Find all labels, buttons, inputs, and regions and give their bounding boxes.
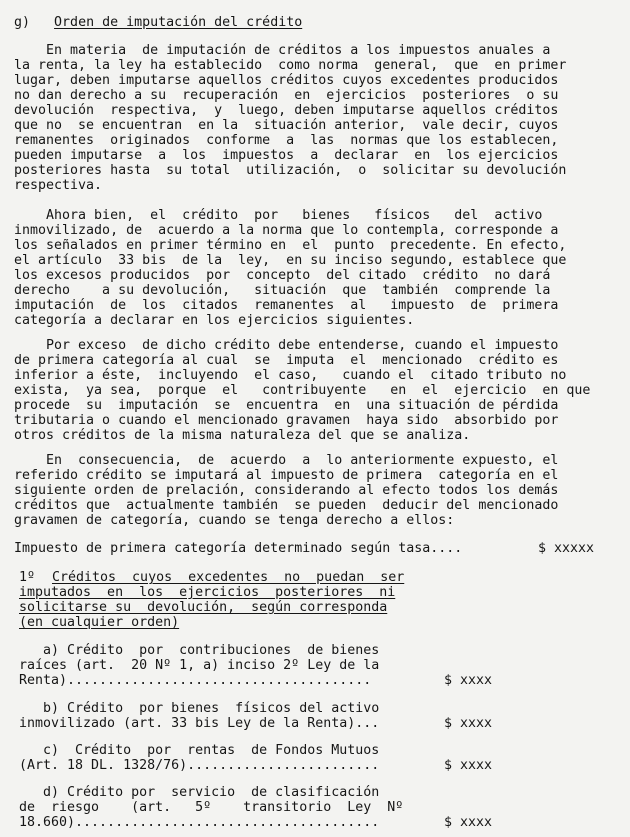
section1-title-line: imputados en los ejercicios posteriores ni	[19, 585, 396, 600]
credit-item-line: (Art. 18 DL. 1328/76)........................	[19, 758, 380, 773]
paragraph-line: derecho a su devolución, situación que también comprende la	[14, 283, 551, 298]
paragraph-line: la renta, la ley ha establecido como norma general, que en primer	[14, 58, 567, 73]
paragraph-line: En materia de imputación de créditos a los impuestos anuales a	[14, 43, 551, 58]
paragraph-line: lugar, deben imputarse aquellos créditos cuyos excedentes producidos	[14, 73, 559, 88]
paragraph-line: los excesos producidos por concepto del citado crédito no dará	[14, 268, 551, 283]
paragraph-line: pueden imputarse a los impuestos a declarar en los ejercicios	[14, 148, 559, 163]
credit-item-line: b) Crédito por bienes físicos del activo	[19, 701, 380, 716]
credit-item-amount: $ xxxx	[444, 758, 493, 773]
paragraph-line: respectiva.	[14, 178, 103, 193]
paragraph-line: que no se encuentran en la situación anterior, vale decir, cuyos	[14, 118, 559, 133]
paragraph-line: gravamen de categoría, cuando se tenga derecho a ellos:	[14, 513, 455, 528]
section-title: Orden de imputación del crédito	[54, 15, 303, 30]
total-line-amount: $ xxxxx	[538, 541, 595, 556]
paragraph-line: inferior a éste, incluyendo el caso, cuando el citado tributo no	[14, 368, 567, 383]
paragraph-line: imputación de los citados remanentes al impuesto de primera	[14, 298, 559, 313]
paragraph-line: Ahora bien, el crédito por bienes físicos del activo	[14, 208, 543, 223]
credit-item-amount: $ xxxx	[444, 815, 493, 830]
paragraph-line: el artículo 33 bis de la ley, en su inciso segundo, establece que	[14, 253, 567, 268]
paragraph-line: Por exceso de dicho crédito debe entenderse, cuando el impuesto	[14, 338, 559, 353]
credit-item-amount: $ xxxx	[444, 716, 493, 731]
credit-item-line: Renta)......................................	[19, 673, 372, 688]
credit-item-line: c) Crédito por rentas de Fondos Mutuos	[19, 743, 380, 758]
paragraph-line: remanentes originados conforme a las normas que los establecen,	[14, 133, 559, 148]
credit-item-line: raíces (art. 20 Nº 1, a) inciso 2º Ley de la	[19, 658, 380, 673]
section-letter: g)	[14, 15, 31, 30]
credit-item-line: d) Crédito por servicio de clasificación	[19, 785, 380, 800]
credit-item-line: 18.660)......................................	[19, 815, 380, 830]
total-line-label: Impuesto de primera categoría determinado según tasa....	[14, 541, 463, 556]
section1-title-line: solicitarse su devolución, según corresponda	[19, 600, 388, 615]
credit-item-line: inmovilizado (art. 33 bis Ley de la Renta)...	[19, 716, 380, 731]
section1-number: 1º	[19, 570, 36, 585]
paragraph-line: no dan derecho a su recuperación en ejercicios posteriores o su	[14, 88, 559, 103]
section1-title-line: (en cualquier orden)	[19, 615, 180, 630]
credit-item-line: a) Crédito por contribuciones de bienes	[19, 643, 380, 658]
section1-title-line: Créditos cuyos excedentes no puedan ser	[52, 570, 405, 585]
paragraph-line: de primera categoría al cual se imputa el mencionado crédito es	[14, 353, 559, 368]
credit-item-amount: $ xxxx	[444, 673, 493, 688]
paragraph-line: créditos que actualmente también se pueden deducir del mencionado	[14, 498, 559, 513]
credit-item-line: de riesgo (art. 5º transitorio Ley Nº	[19, 800, 404, 815]
paragraph-line: siguiente orden de prelación, considerando al efecto todos los demás	[14, 483, 559, 498]
paragraph-line: posteriores hasta su total utilización, o solicitar su devolución	[14, 163, 567, 178]
paragraph-line: En consecuencia, de acuerdo a lo anteriormente expuesto, el	[14, 453, 559, 468]
paragraph-line: otros créditos de la misma naturaleza del que se analiza.	[14, 428, 471, 443]
paragraph-line: los señalados en primer término en el punto precedente. En efecto,	[14, 238, 567, 253]
paragraph-line: tributaria o cuando el mencionado gravamen haya sido absorbido por	[14, 413, 559, 428]
section-heading	[14, 15, 630, 30]
paragraph-line: referido crédito se imputará al impuesto de primera categoría en el	[14, 468, 559, 483]
paragraph-line: procede su imputación se encuentra en una situación de pérdida	[14, 398, 559, 413]
paragraph-line: exista, ya sea, porque el contribuyente en el ejercicio en que	[14, 383, 591, 398]
paragraph-line: categoría a declarar en los ejercicios siguientes.	[14, 313, 415, 328]
paragraph-line: devolución respectiva, y luego, deben imputarse aquellos créditos	[14, 103, 559, 118]
paragraph-line: inmovilizado, de acuerdo a la norma que lo contempla, corresponde a	[14, 223, 559, 238]
